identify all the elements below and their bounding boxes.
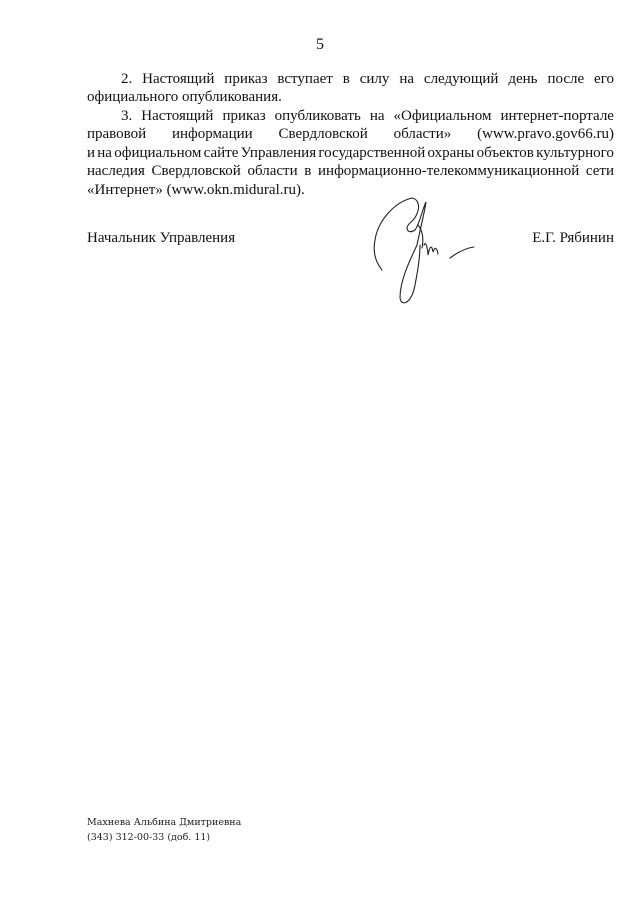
signatory-name: Е.Г. Рябинин bbox=[532, 230, 614, 246]
paragraph-3-line-3 bbox=[87, 144, 614, 162]
paragraph-3-line-5: «Интернет» (www.okn.midural.ru). bbox=[87, 182, 305, 198]
page-number: 5 bbox=[316, 36, 324, 53]
handwritten-signature bbox=[360, 190, 490, 315]
paragraph-2-line-1 bbox=[121, 70, 614, 88]
paragraph-3-line-1 bbox=[121, 107, 614, 125]
paragraph-2-line-2: официального опубликования. bbox=[87, 89, 282, 105]
word: сети bbox=[585, 163, 614, 179]
word: на bbox=[97, 145, 112, 161]
word: 2. bbox=[121, 71, 133, 87]
word: области bbox=[247, 163, 298, 179]
word: на bbox=[399, 71, 414, 87]
word: сайте bbox=[203, 145, 239, 161]
word: области» bbox=[393, 126, 452, 142]
word: информационно-телекоммуникационной bbox=[318, 163, 580, 179]
executor-phone: (343) 312-00-33 (доб. 11) bbox=[87, 832, 211, 843]
word: следующий bbox=[423, 71, 499, 87]
word: официальном bbox=[114, 145, 202, 161]
word: культурного bbox=[536, 145, 614, 161]
word: Настоящий bbox=[142, 71, 215, 87]
word: приказ bbox=[222, 108, 266, 124]
word: Свердловской bbox=[278, 126, 368, 142]
signatory-position: Начальник Управления bbox=[87, 230, 236, 246]
word: и bbox=[87, 145, 96, 161]
word: Управления bbox=[240, 145, 317, 161]
word: интернет-портале bbox=[500, 108, 614, 124]
word: вступает bbox=[277, 71, 333, 87]
word: в bbox=[342, 71, 350, 87]
word: день bbox=[508, 71, 538, 87]
word: на bbox=[369, 108, 385, 124]
word: охраны bbox=[427, 145, 475, 161]
word: 3. bbox=[121, 108, 133, 124]
word: Настоящий bbox=[141, 108, 214, 124]
word: его bbox=[594, 71, 614, 87]
word: информации bbox=[172, 126, 253, 142]
word: государственной bbox=[318, 145, 426, 161]
word: «Официальном bbox=[393, 108, 492, 124]
word: в bbox=[304, 163, 312, 179]
paragraph-3-line-4 bbox=[87, 162, 614, 180]
word: наследия bbox=[87, 163, 145, 179]
word: объектов bbox=[476, 145, 534, 161]
word: силу bbox=[359, 71, 390, 87]
word: приказ bbox=[224, 71, 268, 87]
word: Свердловской bbox=[151, 163, 241, 179]
executor-name: Махнева Альбина Дмитриевна bbox=[87, 817, 242, 828]
word: правовой bbox=[87, 126, 147, 142]
word: (www.pravo.gov66.ru) bbox=[477, 126, 614, 142]
word: после bbox=[547, 71, 585, 87]
paragraph-3-line-2 bbox=[87, 125, 614, 143]
word: опубликовать bbox=[274, 108, 361, 124]
